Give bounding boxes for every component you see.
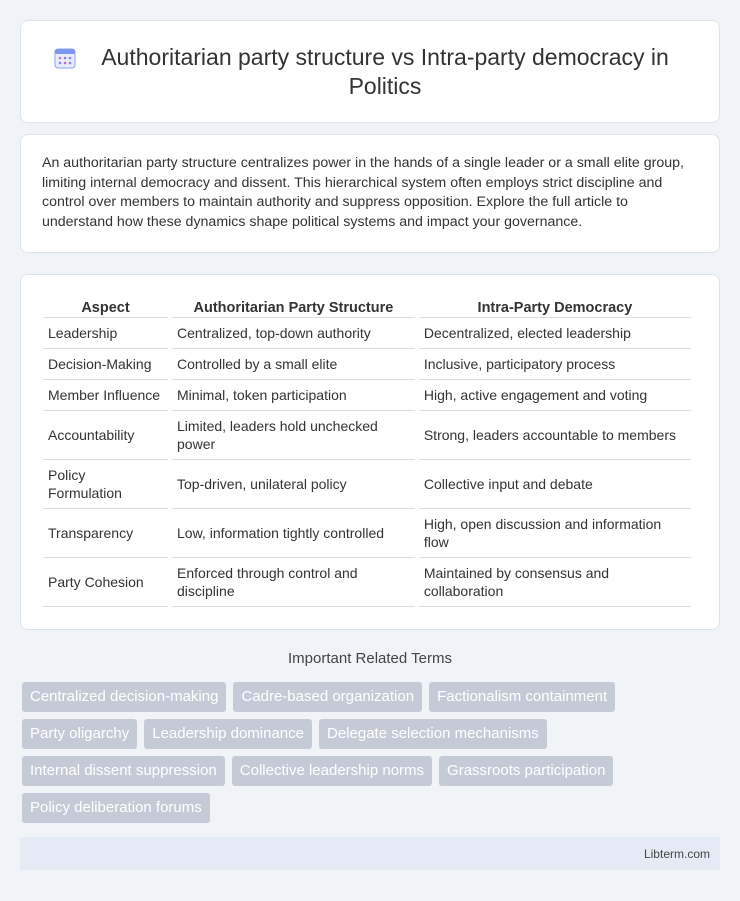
table-cell: Party Cohesion: [43, 558, 168, 607]
table-cell: Top-driven, unilateral policy: [172, 460, 415, 509]
related-terms-list: [22, 682, 682, 830]
table-cell: High, open discussion and information flow: [419, 509, 691, 558]
table-row: [43, 509, 691, 558]
table-cell: Decision-Making: [43, 349, 168, 380]
related-term-tag[interactable]: Collective leadership norms: [232, 756, 432, 786]
table-row: [43, 460, 691, 509]
intro-card: [20, 134, 720, 253]
table-row: [43, 558, 691, 607]
related-term-tag[interactable]: Cadre-based organization: [233, 682, 422, 712]
table-cell: Accountability: [43, 411, 168, 460]
comparison-table: [39, 297, 695, 607]
related-terms-title: Important Related Terms: [288, 650, 452, 667]
table-row: [43, 318, 691, 349]
table-cell: Limited, leaders hold unchecked power: [172, 411, 415, 460]
table-cell: Inclusive, participatory process: [419, 349, 691, 380]
table-cell: Transparency: [43, 509, 168, 558]
header-aspect: Aspect: [43, 297, 168, 318]
related-term-tag[interactable]: Centralized decision-making: [22, 682, 226, 712]
footer-site-link[interactable]: Libterm.com: [643, 847, 710, 861]
page-title: Authoritarian party structure vs Intra-party democracy in Politics: [101, 43, 669, 99]
header-authoritarian: Authoritarian Party Structure: [172, 297, 415, 318]
table-row: [43, 411, 691, 460]
related-term-tag[interactable]: Delegate selection mechanisms: [319, 719, 547, 749]
table-cell: Member Influence: [43, 380, 168, 411]
table-row: [43, 349, 691, 380]
table-cell: Maintained by consensus and collaboration: [419, 558, 691, 607]
related-term-tag[interactable]: Grassroots participation: [439, 756, 613, 786]
header-intra-party: Intra-Party Democracy: [419, 297, 691, 318]
related-term-tag[interactable]: Factionalism containment: [429, 682, 615, 712]
footer: [20, 837, 720, 870]
related-term-tag[interactable]: Party oligarchy: [22, 719, 137, 749]
table-header-row: [43, 297, 691, 318]
intro-paragraph: An authoritarian party structure centralizes power in the hands of a single leader or a small elite group, limiting internal democracy and dissent. This hierarchical system often employs strict discipline and control over members to maintain authority and suppress opposition. Explore the full article to understand how these dynamics shape political systems and impact your governance.: [42, 155, 684, 230]
table-cell: High, active engagement and voting: [419, 380, 691, 411]
table-cell: Centralized, top-down authority: [172, 318, 415, 349]
table-cell: Enforced through control and discipline: [172, 558, 415, 607]
table-cell: Decentralized, elected leadership: [419, 318, 691, 349]
related-term-tag[interactable]: Leadership dominance: [144, 719, 312, 749]
table-cell: Collective input and debate: [419, 460, 691, 509]
comparison-card: [20, 274, 720, 630]
table-cell: Minimal, token participation: [172, 380, 415, 411]
table-cell: Strong, leaders accountable to members: [419, 411, 691, 460]
related-term-tag[interactable]: Policy deliberation forums: [22, 793, 210, 823]
table-cell: Low, information tightly controlled: [172, 509, 415, 558]
title-card: [20, 20, 720, 123]
table-cell: Policy Formulation: [43, 460, 168, 509]
related-term-tag[interactable]: Internal dissent suppression: [22, 756, 225, 786]
table-row: [43, 380, 691, 411]
table-cell: Controlled by a small elite: [172, 349, 415, 380]
table-cell: Leadership: [43, 318, 168, 349]
